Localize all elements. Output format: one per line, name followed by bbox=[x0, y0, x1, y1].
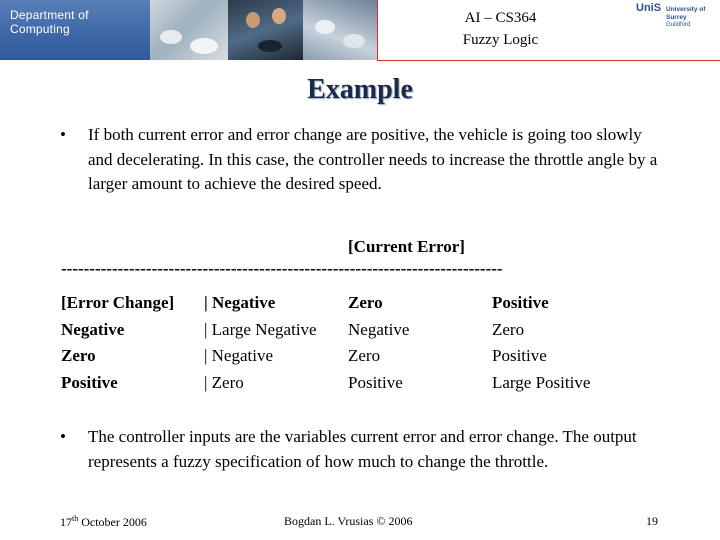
table-cell: Zero bbox=[492, 320, 525, 339]
course-subtitle: Fuzzy Logic bbox=[462, 32, 539, 48]
table-cell: Negative bbox=[348, 320, 410, 339]
header-photo-students bbox=[228, 0, 303, 60]
university-town: Guildford bbox=[666, 22, 691, 28]
bullet-icon: • bbox=[60, 427, 66, 446]
table-header-cell: Zero bbox=[348, 293, 383, 312]
table-column-title: [Current Error] bbox=[348, 237, 465, 256]
department-label: Department of Computing bbox=[10, 8, 89, 36]
footer-date bbox=[60, 514, 147, 530]
bullet-text-1: If both current error and error change are positive, the vehicle is going too slowly and decelerating. In this case, the controller needs to increase the throttle angle by a larger amount to achieve the desired speed. bbox=[88, 125, 658, 193]
table-cell: | Zero bbox=[204, 373, 244, 392]
slide-title: Example bbox=[307, 74, 413, 105]
header-photo-lab bbox=[150, 0, 228, 60]
table-cell: | Negative bbox=[204, 346, 274, 365]
table-row-label: Zero bbox=[61, 346, 96, 365]
table-header-cell: Positive bbox=[492, 293, 549, 312]
table-cell: | Large Negative bbox=[204, 320, 317, 339]
footer-page-number: 19 bbox=[646, 514, 658, 528]
course-title: AI – CS364 bbox=[464, 10, 537, 26]
table-header-cell: [Error Change] bbox=[61, 293, 175, 312]
university-name: University of Surrey bbox=[666, 6, 706, 21]
department-banner bbox=[0, 0, 150, 60]
header-photo-computers bbox=[303, 0, 377, 60]
table-header-cell: | Negative bbox=[204, 293, 276, 312]
bullet-icon: • bbox=[60, 125, 66, 144]
university-logo bbox=[622, 0, 720, 61]
table-separator: ------------------------------------------------------------------------------ bbox=[61, 259, 503, 278]
table-cell: Positive bbox=[348, 373, 403, 392]
table-cell: Large Positive bbox=[492, 373, 591, 392]
course-title-box bbox=[377, 0, 623, 61]
footer-author: Bogdan L. Vrusias © 2006 bbox=[284, 514, 413, 528]
footer-date-suffix: th bbox=[72, 514, 79, 523]
table-cell: Positive bbox=[492, 346, 547, 365]
university-wordmark bbox=[666, 6, 718, 29]
table-cell: Zero bbox=[348, 346, 381, 365]
footer-date-rest: October 2006 bbox=[78, 515, 147, 529]
table-row-label: Positive bbox=[61, 373, 118, 392]
footer-date-day: 17 bbox=[60, 515, 72, 529]
slide-header bbox=[0, 0, 720, 60]
bullet-text-2: The controller inputs are the variables current error and error change. The output represents a fuzzy specification of how much to change the throttle. bbox=[88, 427, 637, 471]
table-row-label: Negative bbox=[61, 320, 125, 339]
unis-logo-mark: UniS bbox=[636, 2, 662, 14]
